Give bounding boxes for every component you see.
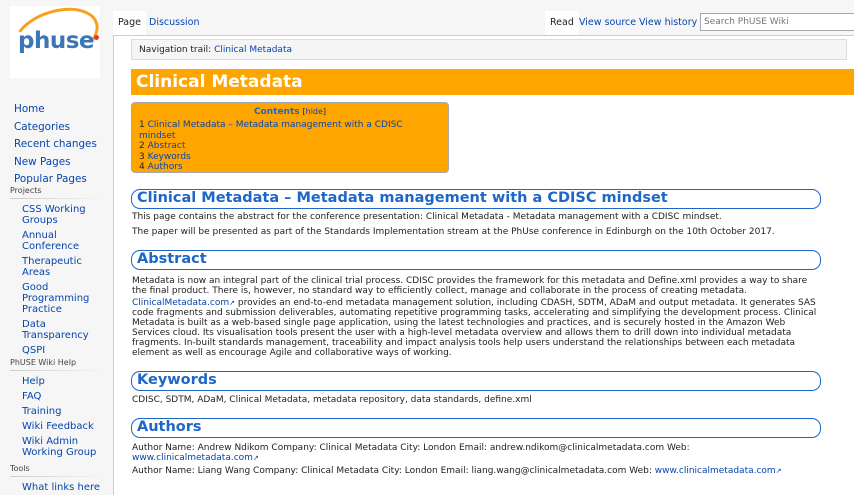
nav-help <box>0 358 112 460</box>
nav-item-training[interactable]: Training <box>22 406 62 417</box>
toc-item-label[interactable]: Authors <box>147 162 183 172</box>
nav-tools-heading: Tools <box>10 464 30 473</box>
main-content <box>113 35 854 495</box>
author-1-text: Author Name: Andrew Ndikom Company: Clinical Metadata City: London Email: andrew.ndikom@clinicalmetadata.com Web: <box>132 443 690 453</box>
nav-item-recent-changes[interactable]: Recent changes <box>14 138 97 150</box>
clinicalmetadata-link[interactable]: ClinicalMetadata.com ↗ <box>132 298 235 308</box>
nav-item-good-programming-practice[interactable]: Good Programming Practice <box>22 282 90 315</box>
logo-dot <box>94 35 99 40</box>
nav-item-wiki-feedback[interactable]: Wiki Feedback <box>22 421 94 432</box>
section-heading-keywords: Keywords <box>131 371 821 391</box>
tab-read[interactable]: Read <box>545 11 579 35</box>
intro-paragraph-1: This page contains the abstract for the conference presentation: Clinical Metadata - Metadata management with a CDISC mindset. <box>132 212 722 222</box>
toc-hide-link[interactable]: hide <box>305 107 323 116</box>
toc-hide-bracket-open: [ <box>302 107 306 116</box>
nav-item-new-pages[interactable]: New Pages <box>14 155 71 168</box>
nav-item-home[interactable]: Home <box>14 103 45 115</box>
nav-item-help[interactable]: Help <box>22 376 45 387</box>
toc-hide-toggle[interactable] <box>303 107 327 116</box>
author-2 <box>132 466 822 476</box>
toc-item[interactable] <box>139 120 441 141</box>
section-heading-abstract: Abstract <box>131 250 821 270</box>
toc-item-label[interactable]: Keywords <box>147 151 191 162</box>
toc-item-number: 3 <box>139 151 145 162</box>
nav-item-wiki-admin-working-group[interactable]: Wiki Admin Working Group <box>22 436 97 458</box>
abstract-paragraph-1: Metadata is now an integral part of the clinical trial process. CDISC provides the framework for this metadata and Define.xml provides a way to share the final product. There is, however, no standard way to efficiently collect, manage and collaborate in the process of creating metadata. <box>132 276 808 296</box>
nav-item-categories[interactable]: Categories <box>14 120 71 133</box>
breadcrumb-label: Navigation trail: <box>139 45 212 55</box>
nav-tools <box>0 464 112 495</box>
nav-projects <box>0 186 112 358</box>
nav-item-what-links-here[interactable]: What links here <box>22 482 101 493</box>
logo-wordmark: phuse <box>18 28 95 54</box>
toc-hide-bracket-close: ] <box>322 107 327 116</box>
breadcrumb-link[interactable]: Clinical Metadata <box>214 45 292 55</box>
nav-item-annual-conference[interactable]: Annual Conference <box>22 230 80 252</box>
table-of-contents <box>131 102 449 173</box>
divider <box>10 198 108 199</box>
toc-item-number: 4 <box>139 162 145 172</box>
nav-main <box>0 102 112 190</box>
toc-item-number: 1 <box>139 120 145 130</box>
search-input[interactable] <box>700 13 854 31</box>
tab-view-source[interactable]: View source <box>579 17 637 28</box>
section-heading-intro: Clinical Metadata – Metadata management with a CDISC mindset <box>131 189 821 209</box>
section-heading-authors: Authors <box>131 418 821 438</box>
toc-header <box>139 107 441 117</box>
nav-item-qspi[interactable]: QSPI <box>22 345 46 356</box>
author-2-text: Author Name: Liang Wang Company: Clinical Metadata City: London Email: liang.wang@clinicalmetadata.com Web: <box>132 466 655 476</box>
abstract-paragraph-2-text: provides an end-to-end metadata management solution, including CDASH, SDTM, ADaM and output metadata. It generates SAS code fragments and submission deliverables, automating repetitive programming tasks, accelerating and simplifying the development process. Clinical Metadata is built as a web-based single page application, using the latest technologies and practices, and is securely hosted in the Amazon Web Services cloud. Its visualisation tools present the user with a high-level metadata overview and allows them to drill down into individual metadata fragments. In-built standards management, traceability and impact analysis tools help users understand the relationships between each metadata element as well as encourage Agile and collaborative ways of working. <box>132 298 817 358</box>
author-1-web-link[interactable]: www.clinicalmetadata.com ↗ <box>132 453 259 463</box>
nav-item-data-transparency[interactable]: Data Transparency <box>22 319 89 341</box>
toc-item-label[interactable]: Clinical Metadata – Metadata management with a CDISC mindset <box>139 120 403 141</box>
author-2-web-link[interactable]: www.clinicalmetadata.com ↗ <box>655 466 782 476</box>
intro-paragraph-2: The paper will be presented as part of the Standards Implementation stream at the PhUse conference in Edinburgh on the 10th October 2017. <box>132 227 775 237</box>
nav-item-css-working-groups[interactable]: CSS Working Groups <box>22 204 86 226</box>
nav-item-therapeutic-areas[interactable]: Therapeutic Areas <box>22 256 82 278</box>
nav-help-heading: PhUSE Wiki Help <box>10 358 77 367</box>
divider <box>10 476 108 477</box>
tab-page[interactable]: Page <box>113 11 146 35</box>
nav-item-faq[interactable]: FAQ <box>22 391 42 402</box>
page-title: Clinical Metadata <box>131 69 854 95</box>
toc-item[interactable] <box>139 162 441 173</box>
breadcrumb <box>131 39 847 60</box>
nav-projects-heading: Projects <box>10 186 42 195</box>
phuse-logo[interactable] <box>10 6 100 78</box>
tab-view-history[interactable]: View history <box>639 17 698 28</box>
tab-discussion[interactable]: Discussion <box>149 17 200 28</box>
toc-item-number: 2 <box>139 141 145 151</box>
toc-item[interactable] <box>139 152 441 163</box>
nav-item-popular-pages[interactable]: Popular Pages <box>14 173 87 185</box>
divider <box>10 370 108 371</box>
sidebar <box>0 0 112 493</box>
toc-title: Contents <box>253 107 300 117</box>
toc-item-label[interactable]: Abstract <box>147 141 186 151</box>
author-1 <box>132 443 822 463</box>
toc-item[interactable] <box>139 141 441 152</box>
keywords-text: CDISC, SDTM, ADaM, Clinical Metadata, metadata repository, data standards, define.xml <box>132 395 532 405</box>
abstract-paragraph-2 <box>132 298 822 358</box>
